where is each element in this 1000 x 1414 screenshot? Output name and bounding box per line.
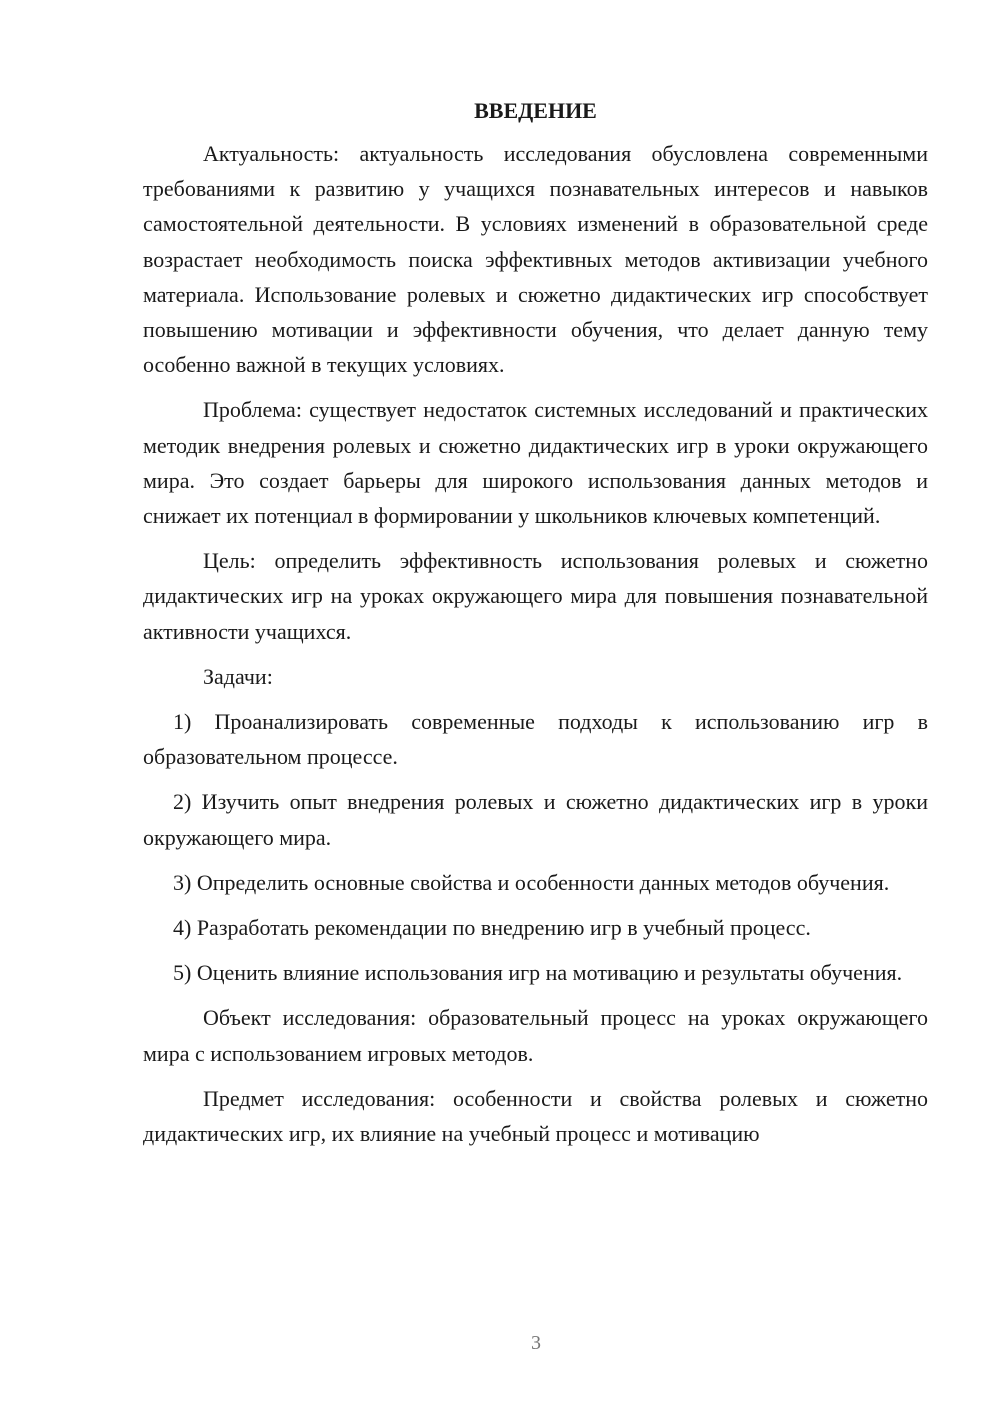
paragraph-problem: Проблема: существует недостаток системных исследований и практических методик внедрения ролевых и сюжетно дидактических игр в уроки окружающего мира. Это создает барьеры для широкого использования данных методов и снижает их потенциал в формировании у школьников ключевых компетенций. <box>143 397 928 529</box>
task-item: 3) Определить основные свойства и особенности данных методов обучения. <box>173 869 890 895</box>
page-title: ВВЕДЕНИЕ <box>474 98 597 123</box>
task-item: 1) Проанализировать современные подходы к использованию игр в образовательном процессе. <box>143 709 928 770</box>
task-item: 2) Изучить опыт внедрения ролевых и сюжетно дидактических игр в уроки окружающего мира. <box>143 789 928 850</box>
document-page <box>143 96 928 1161</box>
paragraph-relevance: Актуальность: актуальность исследования обусловлена современными требованиями к развитию у учащихся познавательных интересов и навыков самостоятельной деятельности. В условиях изменений в образовательной среде возрастает необходимость поиска эффективных методов активизации учебного материала. Использование ролевых и сюжетно дидактических игр способствует повышению мотивации и эффективности обучения, что делает данную тему особенно важной в текущих условиях. <box>143 141 928 378</box>
task-item: 5) Оценить влияние использования игр на мотивацию и результаты обучения. <box>173 960 903 986</box>
tasks-label: Задачи: <box>203 663 273 689</box>
paragraph-subject: Предмет исследования: особенности и свойства ролевых и сюжетно дидактических игр, их влияние на учебный процесс и мотивацию <box>143 1085 928 1147</box>
page-number: 3 <box>531 1332 541 1354</box>
paragraph-goal: Цель: определить эффективность использования ролевых и сюжетно дидактических игр на уроках окружающего мира для повышения познавательной активности учащихся. <box>143 548 928 644</box>
paragraph-object: Объект исследования: образовательный процесс на уроках окружающего мира с использованием игровых методов. <box>143 1005 928 1066</box>
task-item: 4) Разработать рекомендации по внедрению игр в учебный процесс. <box>173 915 811 941</box>
